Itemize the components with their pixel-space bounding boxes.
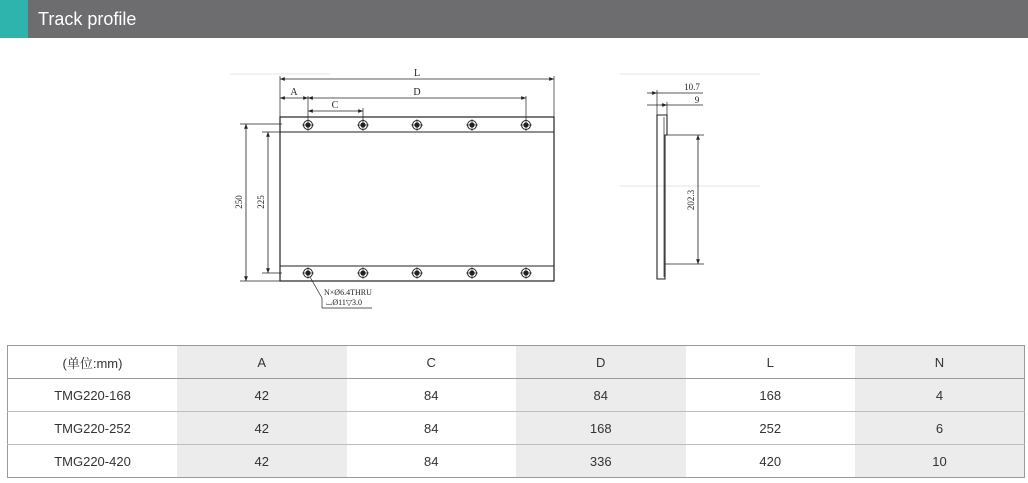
table-row bbox=[8, 379, 1025, 412]
dim-C-label: C bbox=[331, 100, 339, 111]
dim-250-label: 250 bbox=[234, 195, 244, 209]
value-cell: 84 bbox=[347, 379, 517, 412]
section-title: Track profile bbox=[38, 9, 137, 29]
spec-table-header-row bbox=[8, 346, 1025, 379]
side-profile-outline bbox=[657, 115, 667, 279]
value-cell: 10 bbox=[855, 445, 1025, 478]
dim-202-3-label: 202.3 bbox=[686, 189, 696, 211]
value-cell: 252 bbox=[686, 412, 856, 445]
dim-L-label: L bbox=[413, 68, 421, 79]
hole-note-line2: ⌴Ø11▽3.0 bbox=[326, 298, 363, 307]
header-cell-a: A bbox=[177, 346, 347, 379]
dim-D-label: D bbox=[413, 87, 421, 98]
value-cell: 84 bbox=[347, 412, 517, 445]
track-outline bbox=[280, 117, 554, 281]
model-cell: TMG220-420 bbox=[54, 453, 131, 469]
dim-225-label: 225 bbox=[256, 195, 266, 209]
header-cell-l: L bbox=[686, 346, 856, 379]
side-view bbox=[647, 82, 704, 279]
value-cell: 336 bbox=[516, 445, 686, 478]
hole-note-line1: N×Ø6.4THRU bbox=[324, 288, 372, 297]
value-cell: 42 bbox=[177, 445, 347, 478]
table-row bbox=[8, 445, 1025, 478]
value-cell: 4 bbox=[855, 379, 1025, 412]
value-cell: 168 bbox=[516, 412, 686, 445]
track-profile-drawing bbox=[0, 40, 1028, 340]
dim-9-label: 9 bbox=[694, 95, 700, 105]
model-cell: TMG220-168 bbox=[8, 379, 178, 412]
value-cell: 42 bbox=[177, 412, 347, 445]
header-cell-unit: (单位:mm) bbox=[8, 346, 178, 379]
value-cell: 42 bbox=[177, 379, 347, 412]
front-view bbox=[234, 68, 554, 308]
header-cell-c: C bbox=[347, 346, 517, 379]
model-cell: TMG220-252 bbox=[8, 412, 178, 445]
value-cell: 168 bbox=[686, 379, 856, 412]
value-cell: 84 bbox=[516, 379, 686, 412]
technical-drawing-svg bbox=[0, 40, 1028, 340]
section-header bbox=[0, 0, 1028, 38]
spec-table bbox=[7, 345, 1025, 478]
header-cell-d: D bbox=[516, 346, 686, 379]
table-row bbox=[8, 412, 1025, 445]
value-cell: 84 bbox=[424, 453, 439, 469]
top-mounting-holes bbox=[302, 119, 532, 131]
value-cell: 420 bbox=[759, 453, 782, 469]
header-cell-n: N bbox=[855, 346, 1025, 379]
bottom-mounting-holes bbox=[302, 267, 532, 279]
dim-A-label: A bbox=[290, 87, 298, 98]
dim-10-7-label: 10.7 bbox=[684, 82, 700, 92]
header-accent-bar bbox=[0, 0, 28, 38]
guide-lines bbox=[230, 74, 760, 186]
value-cell: 6 bbox=[855, 412, 1025, 445]
